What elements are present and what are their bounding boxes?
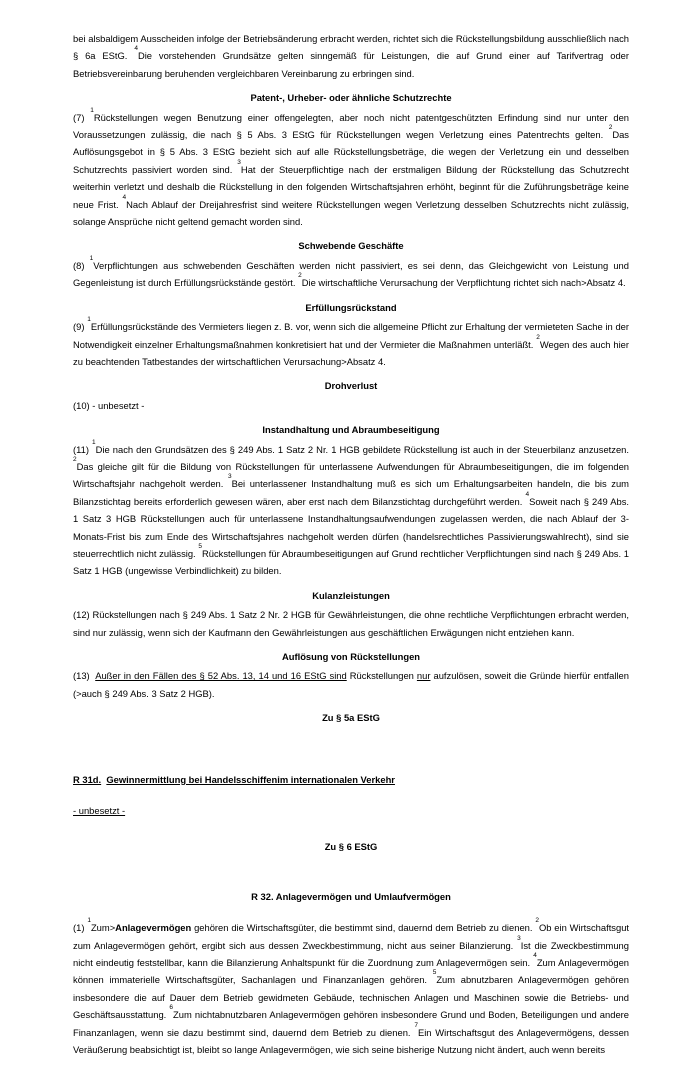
sentence: Die wirtschaftliche Verursachung der Verpflichtung richtet sich nach>Absatz 4.	[301, 277, 626, 289]
section-heading-schwebende: Schwebende Geschäfte	[298, 240, 404, 252]
section-heading-patent: Patent-, Urheber- oder ähnliche Schutzrechte	[250, 92, 452, 104]
sentence-number: 3	[237, 158, 241, 166]
sentence-number: 4	[122, 193, 127, 201]
paragraph-number: (1)	[73, 922, 85, 934]
sentence-number: 3	[517, 934, 521, 942]
paragraph-9	[73, 318, 629, 370]
section-heading-erfuellung: Erfüllungsrückstand	[305, 301, 397, 313]
sentence-number: 4	[134, 45, 138, 53]
section-heading-aufloesung: Auflösung von Rückstellungen	[281, 651, 421, 662]
paragraph-number: (9)	[73, 321, 85, 333]
sentence: Soweit nach § 249 Abs. 1 Satz 3 HGB Rückstellungen auch für unterlassene Instandhaltungsaufwendungen zugelassen werden, die nach Ablauf der 3-Monats-Frist bis zum Ende des Wirtschaftsjahres nachgeholt werden dürfen (handelsrechtliches Passivierungswahlrecht), sind sie steuerrechtlich nicht zulässig.	[73, 495, 629, 559]
paragraph-10: (10) - unbesetzt -	[73, 399, 145, 411]
r32-paragraph-1	[73, 919, 629, 1058]
sentence-number: 1	[87, 316, 91, 324]
sentence-number: 2	[535, 917, 539, 925]
sentence-number: 6	[169, 1004, 174, 1012]
sentence: Das Auflösungsgebot in § 5 Abs. 3 EStG bezieht sich auf alle Rückstellungsbeträge, die wegen der Verletzung ein und desselben Schutzrechts passiviert worden sind.	[73, 129, 629, 175]
paragraph-7	[73, 106, 629, 231]
sentence-number: 3	[227, 473, 232, 481]
text: aufzulösen, soweit die Gründe hierfür entfallen (>auch § 249 Abs. 3 Satz 2 HGB).	[73, 670, 629, 699]
r31d-title: Gewinnermittlung bei Handelsschiffenim internationalen Verkehr	[106, 773, 395, 785]
sentence-number: 5	[432, 969, 437, 977]
intro-paragraph	[73, 30, 629, 82]
sentence-number: 1	[90, 106, 94, 114]
sentence-number: 4	[525, 490, 530, 498]
r31d-number: R 31d.	[73, 773, 102, 785]
sentence-number: 2	[73, 455, 77, 463]
paragraph-number: (11)	[73, 443, 89, 455]
sentence-number: 2	[608, 124, 613, 132]
sentence: Zum nichtabnutzbaren Anlagevermögen gehören insbesondere Grund und Boden, Beteiligungen und andere Finanzanlagen, wenn sie dazu bestimmt sind, dauernd dem Betrieb zu dienen.	[73, 1009, 629, 1038]
sentence-number: 1	[87, 917, 91, 925]
sentence: Erfüllungsrückstände des Vermieters liegen z. B. vor, wenn sich die allgemeine Pflicht zur Erhaltung der vermieteten Sache in der Notwendigkeit einzelner Erhaltungsmaßnahmen konkretisiert hat und der Vermieter die Maßnahmen unterläßt.	[73, 321, 629, 350]
paragraph-number: (8)	[73, 259, 85, 271]
sentence: Ein Wirtschaftsgut des Anlagevermögens, dessen Veräußerung beabsichtigt ist, bleibt so lange Anlagevermögen, wie sich seine bisherige Nutzung nicht ändert, auch wenn bereits	[73, 1026, 630, 1056]
sentence: Das gleiche gilt für die Bildung von Rückstellungen für unterlassene Aufwendungen für Abraumbeseitigungen, die im folgenden Wirtschaftsjahr nachgeholt werden.	[73, 460, 629, 490]
law-reference-heading-5a: Zu § 5a EStG	[322, 712, 380, 724]
section-heading-instandhaltung: Instandhaltung und Abraumbeseitigung	[262, 424, 440, 436]
paragraph-13	[73, 667, 629, 702]
sentence-number: 1	[92, 438, 96, 446]
law-reference-heading-6: Zu § 6 EStG	[324, 841, 378, 853]
sentence: Zum Anlagevermögen können immaterielle Wirtschaftsgüter, Sachanlagen und Finanzanlagen gehören.	[73, 957, 630, 986]
paragraph-11	[73, 438, 630, 580]
sentence: Hat der Steuerpflichtige nach der erstmaligen Bildung der Rückstellung das Schutzrecht weiterhin verletzt und deshalb die Rückstellung in den folgenden Wirtschaftsjahren erhöht, beginnt für die Zuführungsbeträge keine neue Frist.	[73, 163, 629, 210]
underlined-text: Außer in den Fällen des § 52 Abs. 13, 14 und 16 EStG sind	[95, 670, 347, 682]
r31d-heading	[73, 771, 629, 788]
paragraph-8	[73, 254, 629, 292]
sentence-number: 2	[536, 333, 540, 341]
document-page	[73, 30, 629, 1066]
unbesetzt-text: - unbesetzt -	[73, 805, 126, 817]
sentence: gehören die Wirtschaftsgüter, die bestimmt sind, dauernd dem Betrieb zu dienen.	[194, 922, 533, 934]
intro-text: bei alsbaldigem Ausscheiden infolge der Betriebsänderung erbracht werden, richtet sich die Rückstellungsbildung ausschließlich nach § 6a EStG.	[73, 33, 629, 62]
bold-term: Anlagevermögen	[115, 922, 192, 934]
text: Rückstellungen	[349, 670, 414, 682]
sentence-number: 5	[198, 542, 202, 550]
sentence-number: 2	[298, 272, 302, 280]
r31d-unbesetzt	[73, 802, 629, 819]
paragraph-number: (13)	[73, 670, 90, 682]
sentence: Die nach den Grundsätzen des § 249 Abs. 1 Satz 2 Nr. 1 HGB gebildete Rückstellung ist auch in der Steuerbilanz anzusetzen.	[95, 443, 629, 455]
sentence: Nach Ablauf der Dreijahresfrist sind weitere Rückstellungen wegen Verletzung desselben Schutzrechts nicht zulässig, solange Ansprüche nicht geltend gemacht worden sind.	[73, 198, 629, 228]
sentence: Ob ein Wirtschaftsgut zum Anlagevermögen gehört, ergibt sich aus dessen Zweckbestimmung, nicht aus seiner Bilanzierung.	[73, 922, 630, 951]
sentence: Ist die Zweckbestimmung nicht eindeutig feststellbar, kann die Bilanzierung Anhaltspunkt für die Zuordnung zum Anlagevermögen sein.	[73, 939, 629, 969]
sentence: Rückstellungen wegen Benutzung einer offengelegten, aber noch nicht patentgeschützten Erfindung sind nur unter den Voraussetzungen zulässig, die nach § 5 Abs. 3 EStG für Rückstellungen wegen Verletzung eines Patentrechts gelten.	[73, 111, 629, 141]
underlined-text: nur	[416, 670, 431, 682]
sentence: Bei unterlassener Instandhaltung muß es sich um Erhaltungsarbeiten handeln, die bis zum Bilanzstichtag bereits erforderlich gewesen wären, aber erst nach dem Bilanzstichtag durchgeführt werden.	[73, 478, 629, 507]
section-heading-drohverlust: Drohverlust	[324, 380, 378, 392]
sentence: Wegen des auch hier zu beachtenden Tatbestandes der wirtschaftlichen Verursachung>Absatz 4.	[73, 338, 629, 367]
paragraph-12: (12) Rückstellungen nach § 249 Abs. 1 Satz 2 Nr. 2 HGB für Gewährleistungen, die ohne rechtliche Verpflichtungen erbracht werden, sind nur zulässig, wenn sich der Kaufmann den Gewährleistungen aus geschäftlichen Erwägungen nicht entziehen kann.	[73, 609, 629, 638]
sentence: Zum abnutzbaren Anlagevermögen gehören insbesondere die auf Dauer dem Betrieb gewidmeten Gebäude, technischen Anlagen und Maschinen sowie die Betriebs- und Geschäftsausstattung.	[73, 974, 629, 1021]
sentence-number: 4	[533, 952, 537, 960]
sentence: Verpflichtungen aus schwebenden Geschäften werden nicht passiviert, es sei denn, das Gleichgewicht von Leistung und Gegenleistung ist durch Erfüllungsrückstände gestört.	[73, 259, 629, 289]
sentence: Rückstellungen für Abraumbeseitigungen auf Grund rechtlicher Verpflichtungen sind nach § 249 Abs. 1 Satz 1 HGB (ungewisse Verbindlichkeit) zu bilden.	[73, 547, 630, 577]
r32-heading: R 32. Anlagevermögen und Umlaufvermögen	[251, 890, 451, 902]
sentence-number: 1	[89, 254, 94, 262]
paragraph-number: (7)	[73, 111, 85, 123]
section-heading-kulanz: Kulanzleistungen	[312, 589, 390, 601]
sentence-number: 7	[414, 1021, 418, 1029]
text: Zum>	[90, 922, 116, 934]
intro-sentence-4: Die vorstehenden Grundsätze gelten sinngemäß für Leistungen, die auf Grund einer auf Tarifvertrag oder Betriebsvereinbarung beruhenden vergleichbaren Vereinbarung zu erbringen sind.	[73, 50, 630, 79]
